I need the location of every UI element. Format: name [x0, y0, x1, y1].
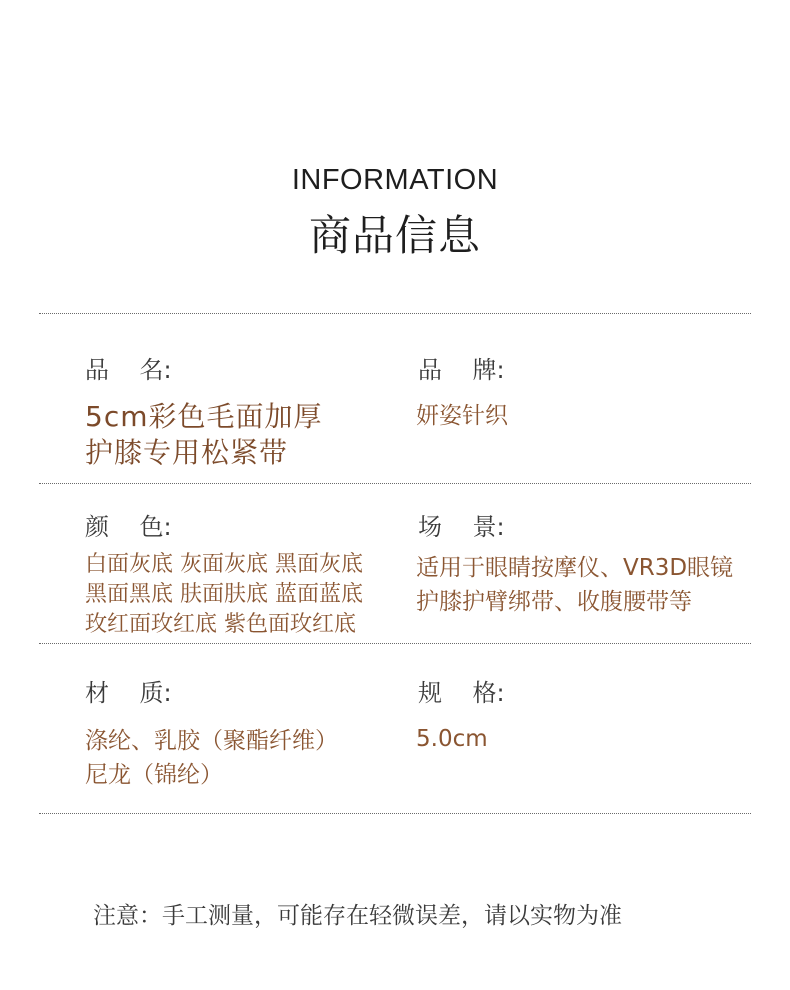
scene-value-line: 护膝护臂绑带、收腹腰带等 — [416, 589, 692, 615]
material-label: 材 质: — [85, 679, 172, 707]
brand-label: 品 牌: — [418, 356, 505, 384]
material-value-line: 尼龙（锦纶） — [85, 762, 223, 788]
name-value-line: 5cm彩色毛面加厚 — [85, 400, 323, 433]
spec-label: 规 格: — [418, 679, 505, 707]
name-label: 品 名: — [85, 356, 172, 384]
name-value — [85, 399, 323, 471]
divider-row1 — [39, 483, 751, 484]
material-value — [85, 724, 338, 792]
color-value — [85, 550, 363, 640]
scene-value — [416, 551, 733, 619]
color-label: 颜 色: — [85, 513, 172, 541]
spec-value: 5.0cm — [416, 726, 488, 752]
divider-top — [39, 313, 751, 314]
name-value-line: 护膝专用松紧带 — [85, 436, 289, 469]
measurement-notice: 注意：手工测量，可能存在轻微误差，请以实物为准 — [93, 903, 622, 929]
brand-value: 妍姿针织 — [416, 403, 508, 429]
scene-label: 场 景: — [418, 513, 505, 541]
title-english: INFORMATION — [291, 164, 499, 196]
scene-value-line: 适用于眼睛按摩仪、VR3D眼镜 — [416, 555, 734, 581]
color-value-line: 白面灰底 灰面灰底 黑面灰底 — [85, 552, 363, 577]
divider-row2 — [39, 643, 751, 644]
material-value-line: 涤纶、乳胶（聚酯纤维） — [85, 728, 338, 754]
title-chinese: 商品信息 — [308, 211, 481, 260]
color-value-line: 玫红面玫红底 紫色面玫红底 — [85, 612, 356, 637]
divider-bottom — [39, 813, 751, 814]
color-value-line: 黑面黑底 肤面肤底 蓝面蓝底 — [85, 582, 363, 607]
